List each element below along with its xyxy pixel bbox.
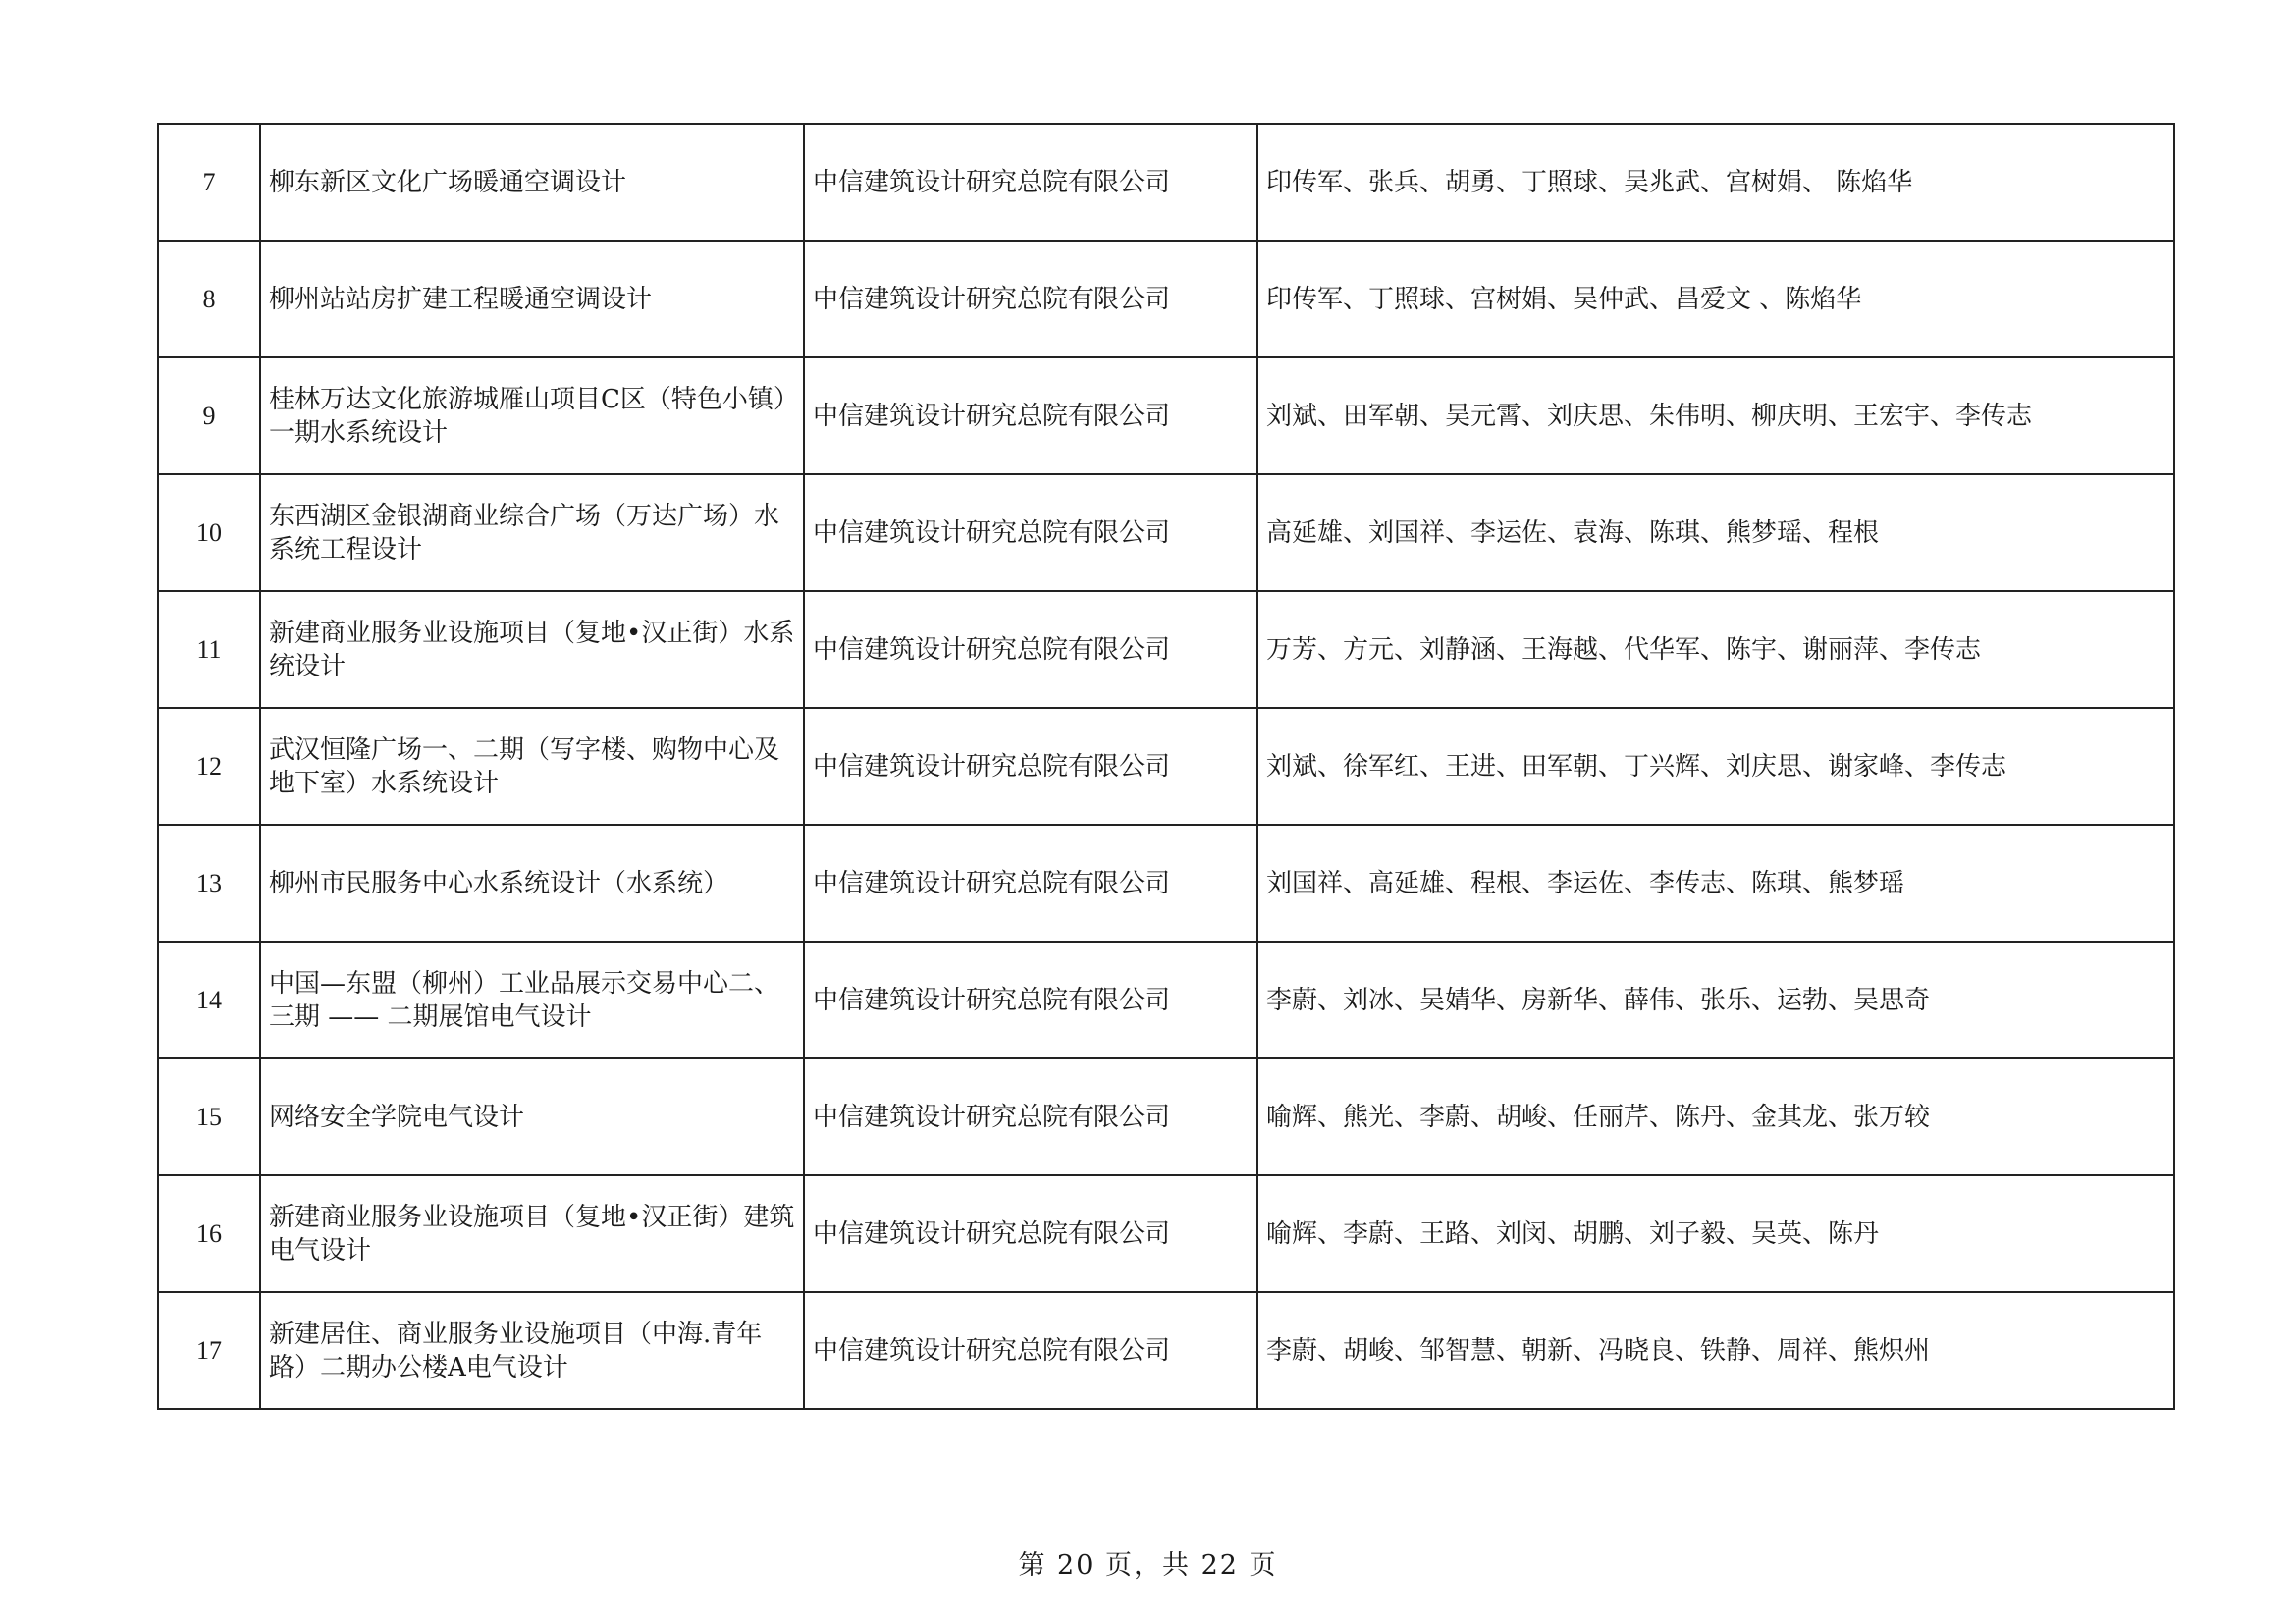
row-number: 15 [158, 1058, 260, 1175]
row-number: 7 [158, 124, 260, 241]
team-members: 喻辉、熊光、李蔚、胡峻、任丽芹、陈丹、金其龙、张万较 [1257, 1058, 2174, 1175]
table-body [158, 124, 2174, 1409]
row-number: 10 [158, 474, 260, 591]
organization: 中信建筑设计研究总院有限公司 [804, 942, 1257, 1058]
table-row [158, 357, 2174, 474]
table-row [158, 708, 2174, 825]
table-row [158, 825, 2174, 942]
team-members: 印传军、张兵、胡勇、丁照球、吴兆武、宫树娟、 陈焰华 [1257, 124, 2174, 241]
row-number: 16 [158, 1175, 260, 1292]
team-members: 印传军、丁照球、宫树娟、吴仲武、昌爱文 、陈焰华 [1257, 241, 2174, 357]
table-row [158, 1292, 2174, 1409]
project-name: 武汉恒隆广场一、二期（写字楼、购物中心及地下室）水系统设计 [260, 708, 804, 825]
organization: 中信建筑设计研究总院有限公司 [804, 1292, 1257, 1409]
row-number: 14 [158, 942, 260, 1058]
row-number: 13 [158, 825, 260, 942]
row-number: 9 [158, 357, 260, 474]
organization: 中信建筑设计研究总院有限公司 [804, 708, 1257, 825]
organization: 中信建筑设计研究总院有限公司 [804, 591, 1257, 708]
project-name: 柳东新区文化广场暖通空调设计 [260, 124, 804, 241]
row-number: 11 [158, 591, 260, 708]
team-members: 万芳、方元、刘静涵、王海越、代华军、陈宇、谢丽萍、李传志 [1257, 591, 2174, 708]
team-members: 喻辉、李蔚、王路、刘闵、胡鹏、刘子毅、吴英、陈丹 [1257, 1175, 2174, 1292]
project-name: 柳州市民服务中心水系统设计（水系统） [260, 825, 804, 942]
project-name: 网络安全学院电气设计 [260, 1058, 804, 1175]
table-row [158, 241, 2174, 357]
team-members: 李蔚、胡峻、邹智慧、朝新、冯晓良、铁静、周祥、熊炽州 [1257, 1292, 2174, 1409]
row-number: 17 [158, 1292, 260, 1409]
organization: 中信建筑设计研究总院有限公司 [804, 241, 1257, 357]
table-row [158, 124, 2174, 241]
team-members: 刘斌、田军朝、吴元霄、刘庆思、朱伟明、柳庆明、王宏宇、李传志 [1257, 357, 2174, 474]
team-members: 刘国祥、高延雄、程根、李运佐、李传志、陈琪、熊梦瑶 [1257, 825, 2174, 942]
team-members: 李蔚、刘冰、吴婧华、房新华、薛伟、张乐、运勃、吴思奇 [1257, 942, 2174, 1058]
organization: 中信建筑设计研究总院有限公司 [804, 474, 1257, 591]
table-row [158, 474, 2174, 591]
project-name: 新建商业服务业设施项目（复地•汉正街）水系统设计 [260, 591, 804, 708]
table-row [158, 591, 2174, 708]
row-number: 8 [158, 241, 260, 357]
team-members: 高延雄、刘国祥、李运佐、袁海、陈琪、熊梦瑶、程根 [1257, 474, 2174, 591]
table-row [158, 942, 2174, 1058]
award-list-table [157, 123, 2175, 1410]
organization: 中信建筑设计研究总院有限公司 [804, 124, 1257, 241]
project-name: 柳州站站房扩建工程暖通空调设计 [260, 241, 804, 357]
organization: 中信建筑设计研究总院有限公司 [804, 357, 1257, 474]
team-members: 刘斌、徐军红、王进、田军朝、丁兴辉、刘庆思、谢家峰、李传志 [1257, 708, 2174, 825]
organization: 中信建筑设计研究总院有限公司 [804, 825, 1257, 942]
project-name: 新建居住、商业服务业设施项目（中海.青年路）二期办公楼A电气设计 [260, 1292, 804, 1409]
project-name: 中国—东盟（柳州）工业品展示交易中心二、三期 —— 二期展馆电气设计 [260, 942, 804, 1058]
page-number: 第 20 页，共 22 页 [1018, 1550, 1278, 1581]
project-name: 新建商业服务业设施项目（复地•汉正街）建筑电气设计 [260, 1175, 804, 1292]
organization: 中信建筑设计研究总院有限公司 [804, 1058, 1257, 1175]
row-number: 12 [158, 708, 260, 825]
project-name: 桂林万达文化旅游城雁山项目C区（特色小镇）一期水系统设计 [260, 357, 804, 474]
table-row [158, 1175, 2174, 1292]
project-name: 东西湖区金银湖商业综合广场（万达广场）水系统工程设计 [260, 474, 804, 591]
table-row [158, 1058, 2174, 1175]
organization: 中信建筑设计研究总院有限公司 [804, 1175, 1257, 1292]
